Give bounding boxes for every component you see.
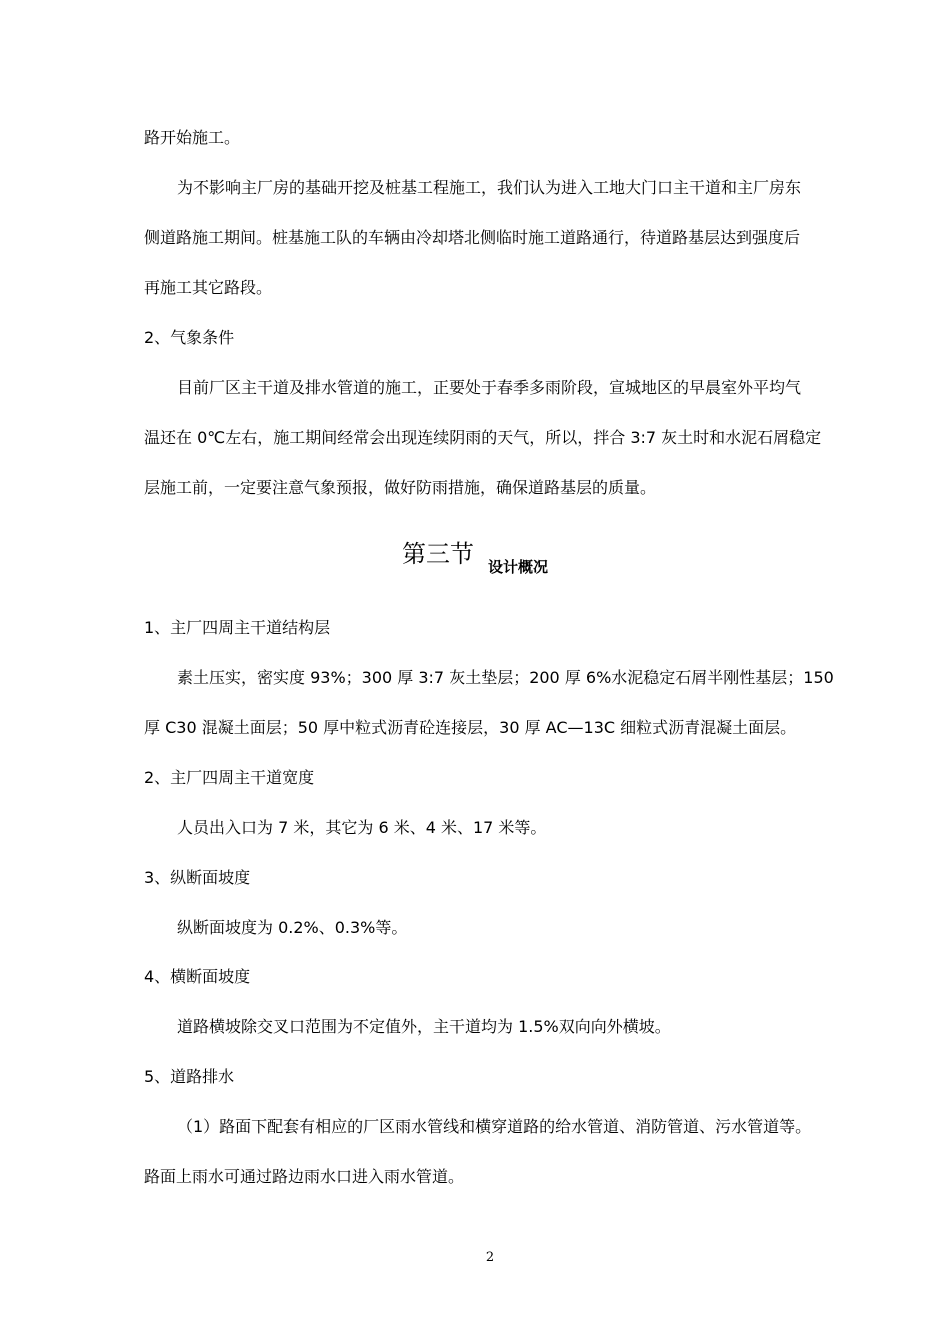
section-number: 第三节 [401, 540, 474, 568]
paragraph-line: 素土压实，密实度 93%；300 厚 3:7 灰土垫层；200 厚 6%水泥稳定石屑半刚性基层；150 [177, 668, 834, 687]
section-heading [0, 534, 950, 576]
paragraph-line: 道路横坡除交叉口范围为不定值外，主干道均为 1.5%双向向外横坡。 [177, 1017, 671, 1036]
subheading: 3、纵断面坡度 [144, 868, 251, 887]
paragraph-line: 层施工前，一定要注意气象预报，做好防雨措施，确保道路基层的质量。 [144, 478, 657, 497]
paragraph-line: 目前厂区主干道及排水管道的施工，正要处于春季多雨阶段，宣城地区的早晨室外平均气 [177, 378, 802, 397]
paragraph-line: 路面上雨水可通过路边雨水口进入雨水管道。 [144, 1167, 465, 1186]
paragraph-line: 再施工其它路段。 [144, 278, 273, 297]
paragraph-line: 侧道路施工期间。桩基施工队的车辆由冷却塔北侧临时施工道路通行，待道路基层达到强度后 [144, 228, 801, 247]
subheading: 1、主厂四周主干道结构层 [144, 618, 331, 637]
paragraph-line: 人员出入口为 7 米，其它为 6 米、4 米、17 米等。 [177, 818, 547, 837]
paragraph-line: 厚 C30 混凝土面层；50 厚中粒式沥青砼连接层，30 厚 AC—13C 细粒式沥青混凝土面层。 [144, 718, 797, 737]
paragraph-line: 路开始施工。 [144, 128, 241, 147]
paragraph-line: 温还在 0℃左右，施工期间经常会出现连续阴雨的天气，所以，拌合 3:7 灰土时和水泥石屑稳定 [144, 428, 822, 447]
paragraph-line: （1）路面下配套有相应的厂区雨水管线和横穿道路的给水管道、消防管道、污水管道等。 [177, 1117, 812, 1136]
paragraph-line: 纵断面坡度为 0.2%、0.3%等。 [177, 918, 408, 937]
page-number: 2 [485, 1250, 495, 1265]
paragraph-line: 为不影响主厂房的基础开挖及桩基工程施工，我们认为进入工地大门口主干道和主厂房东 [177, 178, 802, 197]
subheading: 4、横断面坡度 [144, 967, 251, 986]
subheading: 2、主厂四周主干道宽度 [144, 768, 315, 787]
subheading: 2、气象条件 [144, 328, 235, 347]
subheading: 5、道路排水 [144, 1067, 235, 1086]
section-title: 设计概况 [487, 558, 548, 576]
